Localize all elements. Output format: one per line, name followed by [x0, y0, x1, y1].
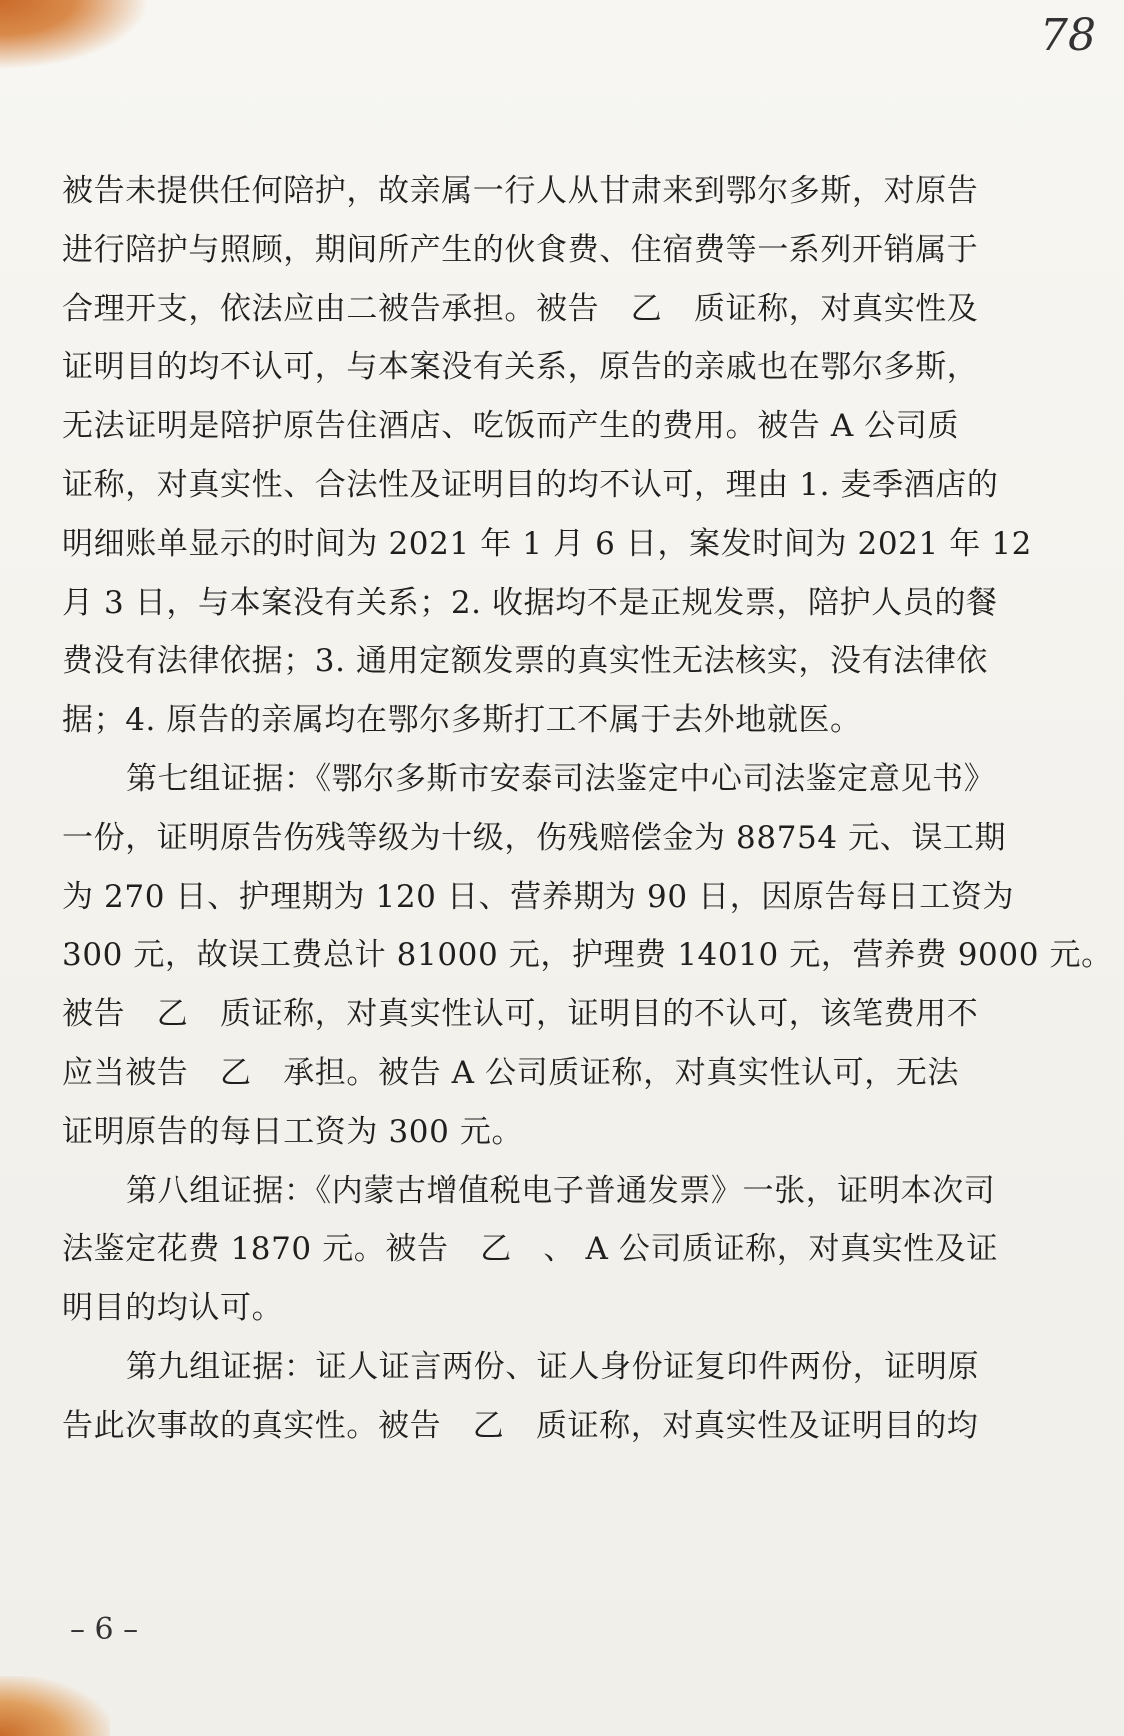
- text-line: 法鉴定花费 1870 元。被告 乙 、 A 公司质证称，对真实性及证: [62, 1231, 999, 1268]
- page-footer-number: – 6 –: [70, 1612, 139, 1647]
- text-line: 证明目的均不认可，与本案没有关系，原告的亲戚也在鄂尔多斯，: [62, 349, 979, 386]
- text-line: 证称，对真实性、合法性及证明目的均不认可，理由 1. 麦季酒店的: [62, 466, 999, 503]
- text-line: 被告 乙 质证称，对真实性认可，证明目的不认可，该笔费用不: [62, 996, 979, 1033]
- text-line: 为 270 日、护理期为 120 日、营养期为 90 日，因原告每日工资为: [62, 878, 1015, 915]
- text-line: 300 元，故误工费总计 81000 元，护理费 14010 元，营养费 9000 元。: [62, 937, 1113, 974]
- text-line: 被告未提供任何陪护，故亲属一行人从甘肃来到鄂尔多斯，对原告: [62, 173, 979, 209]
- text-line: 进行陪护与照顾，期间所产生的伙食费、住宿费等一系列开销属于: [62, 231, 979, 268]
- document-body: [62, 162, 1113, 1456]
- text-line: 应当被告 乙 承担。被告 A 公司质证称，对真实性认可，无法: [62, 1054, 960, 1091]
- text-line: 告此次事故的真实性。被告 乙 质证称，对真实性及证明目的均: [62, 1407, 979, 1444]
- text-line: 费没有法律依据；3. 通用定额发票的真实性无法核实，没有法律依: [62, 643, 989, 680]
- text-line: 无法证明是陪护原告住酒店、吃饭而产生的费用。被告 A 公司质: [62, 408, 960, 445]
- text-line: 证明原告的每日工资为 300 元。: [62, 1113, 524, 1150]
- evidence-group-7-heading: 第七组证据：《鄂尔多斯市安泰司法鉴定中心司法鉴定意见书》: [126, 760, 996, 797]
- text-line: 一份，证明原告伤残等级为十级，伤残赔偿金为 88754 元、误工期: [62, 819, 1007, 856]
- evidence-group-9-heading: 第九组证据：证人证言两份、证人身份证复印件两份，证明原: [126, 1348, 980, 1385]
- page-corner-shadow: [0, 1676, 110, 1736]
- text-line: 据；4. 原告的亲属均在鄂尔多斯打工不属于去外地就医。: [62, 702, 862, 739]
- page-corner-shadow: [0, 0, 150, 70]
- handwritten-page-number: 78: [1040, 10, 1096, 61]
- text-line: 月 3 日，与本案没有关系；2. 收据均不是正规发票，陪护人员的餐: [62, 584, 998, 621]
- text-line: 明目的均认可。: [62, 1290, 284, 1327]
- text-line: 明细账单显示的时间为 2021 年 1 月 6 日，案发时间为 2021 年 12: [62, 525, 1032, 562]
- evidence-group-8-heading: 第八组证据：《内蒙古增值税电子普通发票》一张，证明本次司: [126, 1172, 996, 1209]
- text-line: 合理开支，依法应由二被告承担。被告 乙 质证称，对真实性及: [62, 290, 979, 327]
